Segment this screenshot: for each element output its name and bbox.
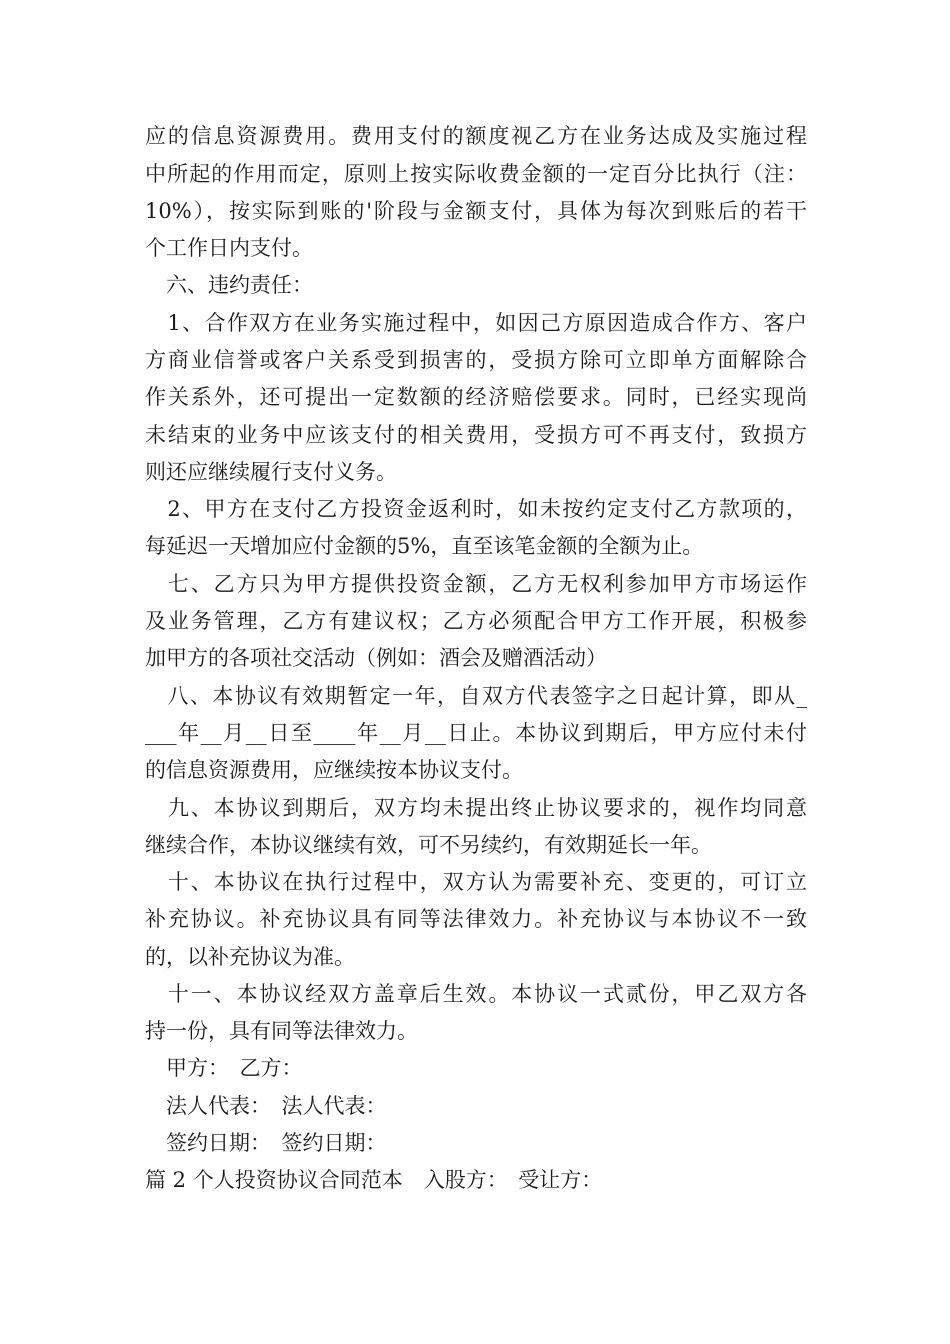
- text-line: 补充协议。补充协议具有同等法律效力。补充协议与本协议不一致: [145, 907, 807, 931]
- text-line: 及业务管理，乙方有建议权；乙方必须配合甲方工作开展，积极参: [145, 609, 807, 633]
- text-line: ___年__月__日至____年__月__日止。本协议到期后，甲方应付未付: [145, 721, 807, 745]
- text-line: 加甲方的各项社交活动（例如：酒会及赠酒活动）: [145, 646, 607, 670]
- text-line: 未结束的业务中应该支付的相关费用，受损方可不再支付，致损方: [145, 423, 807, 447]
- text-line: 应的信息资源费用。费用支付的额度视乙方在业务达成及实施过程: [145, 124, 807, 148]
- signature-party-line: 甲方： 乙方：: [145, 1056, 303, 1080]
- section-heading: 六、违约责任：: [145, 273, 313, 297]
- text-line: 十、本协议在执行过程中，双方认为需要补充、变更的，可订立: [145, 870, 807, 894]
- text-line: 十一、本协议经双方盖章后生效。本协议一式贰份，甲乙双方各: [145, 982, 807, 1006]
- text-line: 持一份，具有同等法律效力。: [145, 1019, 418, 1043]
- text-line: 九、本协议到期后，双方均未提出终止协议要求的，视作均同意: [145, 796, 807, 820]
- text-line: 中所起的作用而定，原则上按实际收费金额的一定百分比执行（注：: [145, 162, 807, 186]
- text-line: 每延迟一天增加应付金额的5%，直至该笔金额的全额为止。: [145, 534, 704, 558]
- text-line: 继续合作，本协议继续有效，可不另续约，有效期延长一年。: [145, 833, 712, 857]
- text-line: 的信息资源费用，应继续按本协议支付。: [145, 758, 523, 782]
- text-line: 1、合作双方在业务实施过程中，如因己方原因造成合作方、客户: [145, 311, 807, 335]
- text-line: 则还应继续履行支付义务。: [145, 460, 397, 484]
- text-line: 2、甲方在支付乙方投资金返利时，如未按约定支付乙方款项的，: [145, 497, 807, 521]
- text-line: 作关系外，还可提出一定数额的经济赔偿要求。同时，已经实现尚: [145, 385, 807, 409]
- signature-representative-line: 法人代表： 法人代表：: [145, 1094, 387, 1118]
- text-line: 10%），按实际到账的'阶段与金额支付，具体为每次到账后的若干: [145, 199, 807, 223]
- text-line: 的，以补充协议为准。: [145, 945, 355, 969]
- text-line: 七、乙方只为甲方提供投资金额，乙方无权利参加甲方市场运作: [145, 572, 807, 596]
- text-line: 个工作日内支付。: [145, 236, 313, 260]
- signature-date-line: 签约日期： 签约日期：: [145, 1131, 387, 1155]
- next-section-title: 篇 2 个人投资协议合同范本 入股方： 受让方：: [145, 1168, 603, 1192]
- text-line: 八、本协议有效期暂定一年，自双方代表签字之日起计算，即从_: [145, 684, 807, 708]
- text-line: 方商业信誉或客户关系受到损害的，受损方除可立即单方面解除合: [145, 348, 807, 372]
